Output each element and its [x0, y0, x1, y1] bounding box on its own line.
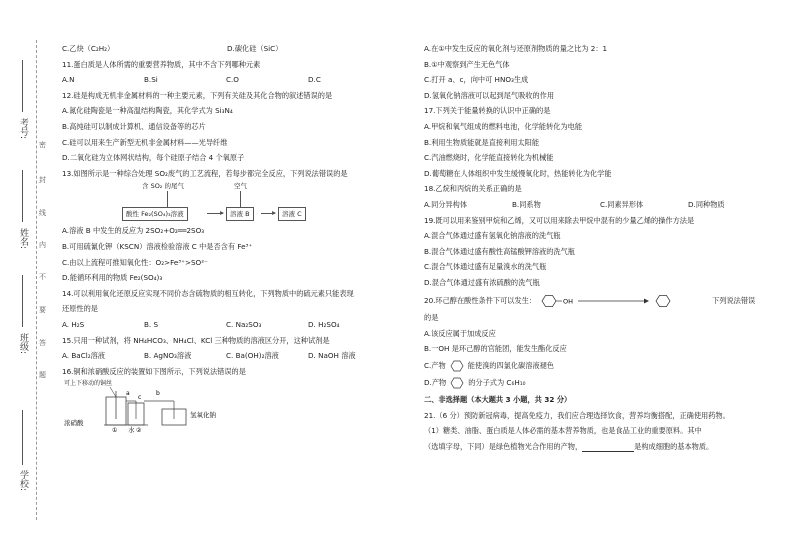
- school-label: 学校:: [18, 470, 28, 492]
- option-c: C.由以上流程可推知氧化性：O₂>Fe³⁺>SO²⁻: [62, 257, 208, 267]
- option-a: A.溶液 B 中发生的反应为 2SO₂+O₂══2SO₃: [62, 226, 205, 236]
- option-c: C. Na₂SO₃: [226, 319, 262, 329]
- option-c: C.同素异形体: [600, 199, 644, 209]
- seal-mark: 不: [39, 273, 46, 281]
- question-21-part-1-cont: [424, 442, 784, 452]
- left-column: [62, 44, 402, 433]
- question-21-text: （选填字母，下同）是绿色植物光合作用的产物，: [424, 441, 583, 451]
- question-17: 17.下列关于能量转换的认识中正确的是: [424, 106, 551, 116]
- seal-mark: 答: [39, 339, 46, 347]
- flow-down-arrow: [240, 191, 241, 207]
- option-b: B.①中观察到产生无色气体: [424, 59, 510, 69]
- option-a: A.混合气体通过盛有氢氧化钠溶液的洗气瓶: [424, 231, 561, 241]
- question-21: 21.（6 分）预防新冠病毒，提高免疫力，我们应合理选择饮食，营养均衡搭配，正确使用药物。: [424, 410, 730, 420]
- option-b: B.高纯硅可以制成计算机、通信设备等的芯片: [62, 121, 206, 131]
- question-21-text-2: 是构成细胞的基本物质。: [634, 441, 714, 451]
- valve-label-b: b: [156, 389, 160, 397]
- option-a: A.在①中发生反应的氧化剂与还原剂物质的量之比为 2：1: [424, 44, 608, 53]
- reaction-scheme: [536, 294, 684, 308]
- option-a: A.甲烷和氧气组成的燃料电池，化学能转化为电能: [424, 121, 583, 131]
- cyclohexene-icon: [449, 360, 465, 372]
- question-12: 12.硅是构成无机非金属材料的一种主要元素，下列有关硅及其化合物的叙述错误的是: [62, 90, 333, 100]
- apparatus-svg: [62, 379, 262, 433]
- seal-mark: 封: [39, 176, 46, 184]
- option-c: C.乙炔（C₂H₂）: [62, 44, 115, 53]
- seal-mark: 内: [39, 241, 46, 249]
- option-a: A.N: [62, 75, 75, 85]
- option-a: A.该反应属于加成反应: [424, 328, 496, 338]
- flow-box-ferric-sulfate: 酸性 Fe₂(SO₄)₃溶液: [122, 207, 188, 221]
- question-18: 18.乙烷和丙烷的关系正确的是: [424, 184, 522, 194]
- option-a: A.同分异构体: [424, 199, 468, 209]
- binding-dashed-line: [36, 40, 37, 520]
- seal-mark: 题: [39, 371, 46, 379]
- school-blank[interactable]: [22, 410, 23, 465]
- flow-arrow: [261, 213, 275, 214]
- flow-box-solution-c: 溶液 C: [278, 207, 306, 221]
- option-b: B.利用生物质能就是直接利用太阳能: [424, 137, 540, 147]
- class-blank[interactable]: [22, 275, 23, 327]
- right-column: [424, 44, 784, 452]
- option-d: D.氢氧化钠溶液可以起到尾气吸收的作用: [424, 90, 555, 100]
- seal-mark: 密: [39, 141, 46, 149]
- question-14: 14.可以利用氧化还原反应实现不同价态含硫物质的相互转化，下列物质中的硫元素只能表现: [62, 288, 354, 298]
- option-b: B. S: [144, 319, 159, 329]
- option-b: B.同系物: [512, 199, 541, 209]
- exam-number-blank[interactable]: [22, 60, 23, 112]
- option-b: B. AgNO₃溶液: [144, 351, 192, 361]
- question-20: [424, 294, 784, 308]
- flow-box-solution-b: 溶液 B: [226, 207, 254, 221]
- question-19: 19.既可以用来鉴别甲烷和乙烯，又可以用来除去甲烷中混有的少量乙烯的操作方法是: [424, 215, 695, 225]
- question-18-options: [424, 200, 784, 210]
- option-c: C.打开 a、c，向中可 HNO₃生成: [424, 75, 529, 85]
- option-a: A.氮化硅陶瓷是一种高温结构陶瓷，其化学式为 Si₃N₄: [62, 106, 233, 116]
- leader-line: [110, 387, 116, 397]
- question-15: 15.只用一种试剂，将 NH₄HCO₃、NH₄Cl、KCl 三种物质的溶液区分开，这种试剂是: [62, 335, 330, 345]
- question-20-text: 20.环己醇在酸性条件下可以发生：: [424, 295, 537, 305]
- class-label: 班级:: [18, 333, 28, 355]
- option-d: D.混合气体通过盛有浓硫酸的洗气瓶: [424, 277, 540, 287]
- option-d: D. H₂SO₄: [308, 319, 340, 329]
- option-d: D.同种物质: [688, 199, 725, 209]
- question-20-tail: 下列说法错误: [712, 295, 756, 305]
- label-vessel-2: ②: [136, 426, 142, 433]
- flow-arrow: [207, 213, 223, 214]
- hydroxyl-label: OH: [563, 297, 574, 305]
- seal-mark: 线: [39, 209, 46, 217]
- option-b: B.混合气体通过盛有酸性高锰酸钾溶液的洗气瓶: [424, 246, 575, 256]
- question-20-cont: 的是: [424, 313, 439, 323]
- apparatus-diagram: [62, 379, 402, 433]
- option-d: D. NaOH 溶液: [308, 351, 356, 361]
- arrow-head-icon: [644, 298, 649, 303]
- option-b: B.一OH 是环己醇的官能团，能发生酯化反应: [424, 344, 567, 354]
- cyclohexene-ring-icon: [656, 295, 670, 306]
- label-vessel-1: ①: [112, 426, 118, 433]
- question-15-options: [62, 351, 402, 361]
- label-water: 水: [128, 425, 135, 433]
- question-14-options: [62, 320, 402, 330]
- label-copper-wire: 可上下移动的铜丝: [64, 379, 113, 387]
- cyclohexene-icon: [449, 377, 465, 389]
- question-16: 16.铜和浓硝酸反应的装置如下图所示，下列说法错误的是: [62, 366, 246, 376]
- exam-number-label: 考号:: [18, 118, 28, 140]
- section-heading: 二、非选择题（本大题共 3 小题，共 32 分）: [424, 395, 572, 405]
- option-a: A. BaCl₂溶液: [62, 351, 105, 361]
- option-d-text: D.产物: [424, 378, 447, 388]
- label-sodium-hydroxide: 氢氧化钠: [190, 410, 216, 419]
- flow-down-arrow: [167, 191, 168, 207]
- cyclohexanol-ring-icon: [542, 295, 556, 306]
- option-c-text: C.产物: [424, 360, 446, 370]
- option-c: C.混合气体通过盛有足量溴水的洗气瓶: [424, 262, 547, 272]
- option-d: D.能循环利用的物质 Fe₂(SO₄)₃: [62, 273, 163, 283]
- flow-input-so2: 含 SO₂ 的尾气: [142, 181, 184, 190]
- option-c: C. Ba(OH)₂溶液: [226, 351, 279, 361]
- answer-blank[interactable]: [582, 442, 634, 452]
- option-d: D.碳化硅（SiC）: [227, 44, 283, 53]
- option-d: [424, 377, 784, 389]
- option-d: D.二氧化硅为立体网状结构，每个硅原子结合 4 个氧原子: [62, 153, 245, 163]
- question-21-part-1: （1）糖类、油脂、蛋白质是人体必需的基本营养物质，也是食品工业的重要原料。其中: [424, 426, 702, 436]
- binding-margin: [0, 0, 48, 560]
- name-label: 姓名:: [18, 228, 28, 250]
- option-c-text-2: 能使溴的四氯化碳溶液褪色: [467, 360, 554, 370]
- question-14-cont: 还原性的是: [62, 304, 98, 314]
- option-row: [62, 44, 402, 54]
- option-c: C.O: [226, 75, 239, 85]
- option-a: A. H₂S: [62, 319, 85, 329]
- question-11: 11.蛋白质是人体所需的重要营养物质，其中不含下列哪种元素: [62, 59, 261, 69]
- option-c: [424, 360, 784, 372]
- process-flow-diagram: [62, 181, 402, 221]
- valve-label-a: a: [126, 389, 130, 397]
- option-d: D.C: [308, 75, 321, 85]
- valve-label-c: c: [138, 393, 142, 401]
- option-d-text-2: 的分子式为 C₆H₁₀: [468, 378, 526, 388]
- flow-input-air: 空气: [234, 181, 247, 190]
- option-d: D.葡萄糖在人体组织中发生缓慢氧化时，热能转化为化学能: [424, 168, 612, 178]
- name-blank[interactable]: [22, 170, 23, 222]
- option-b: B.可用硫氰化钾（KSCN）溶液检验溶液 C 中是否含有 Fe³⁺: [62, 241, 253, 251]
- seal-mark: 要: [39, 306, 46, 314]
- label-conc-nitric-acid: 浓硝酸: [64, 418, 84, 427]
- question-13: 13.如图所示是一种综合处理 SO₂废气的工艺流程，若每步都完全反应，下列说法错误的是: [62, 168, 348, 178]
- option-c: C.硅可以用来生产新型无机非金属材料——光导纤维: [62, 137, 228, 147]
- question-11-options: [62, 75, 402, 85]
- option-b: B.Si: [144, 75, 158, 85]
- option-c: C.汽油燃烧时，化学能直接转化为机械能: [424, 153, 554, 163]
